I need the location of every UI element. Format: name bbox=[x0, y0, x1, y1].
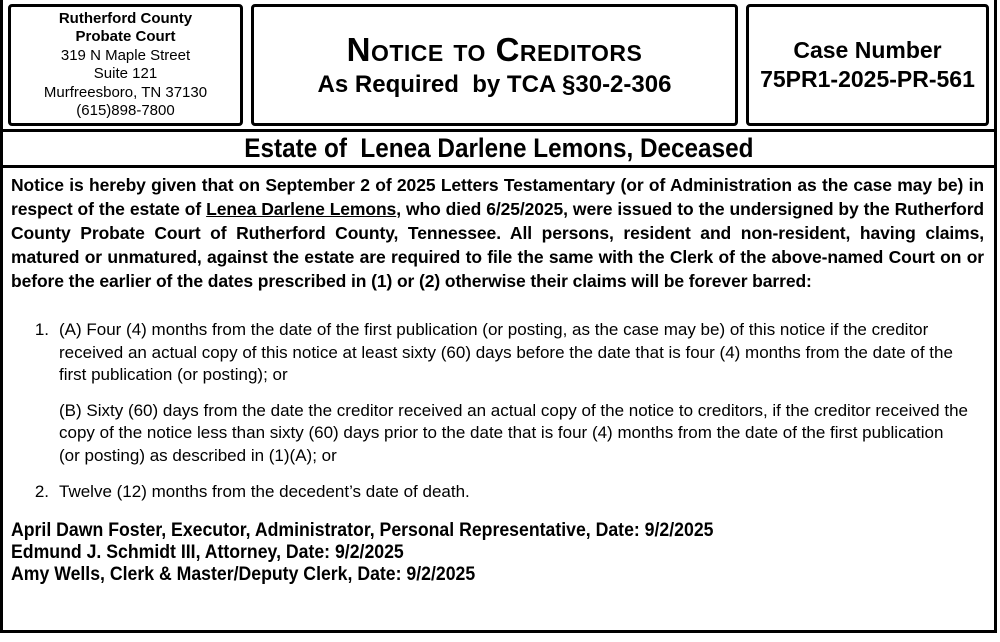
court-city-state-zip: Murfreesboro, TN 37130 bbox=[43, 83, 208, 101]
deadline-list bbox=[11, 319, 984, 504]
court-suite: Suite 121 bbox=[93, 65, 158, 82]
list-item-1a bbox=[11, 319, 984, 387]
notice-title-box bbox=[251, 4, 738, 126]
list-item-1-number: 1. bbox=[34, 320, 49, 339]
court-street: 319 N Maple Street bbox=[60, 46, 191, 64]
list-item-1b bbox=[11, 400, 984, 468]
signature-clerk: Amy Wells, Clerk & Master/Deputy Clerk, Date: 9/2/2025 bbox=[11, 563, 476, 585]
estate-title-bar bbox=[3, 129, 994, 168]
case-number-value: 75PR1-2025-PR-561 bbox=[760, 66, 975, 92]
list-item-1b-text: (B) Sixty (60) days from the date the creditor received an actual copy of the notice to creditors, if the creditor received the copy of the notice less than sixty (60) days prior to the date that is four (4) months from the date of the first publication (or posting) as described in (1)(A); or bbox=[59, 400, 968, 465]
list-item-1b-spacer bbox=[23, 400, 49, 468]
court-address-box bbox=[8, 4, 243, 126]
case-number-box bbox=[746, 4, 989, 126]
intro-text-before: Notice is hereby given that on September 2 of 2025 Letters Testamentary (or of Administration as the case may be) in respect of the estate of bbox=[11, 175, 984, 219]
case-number-label: Case Number bbox=[793, 37, 942, 63]
court-name-line1: Rutherford County bbox=[58, 9, 193, 27]
signature-block bbox=[11, 520, 984, 586]
court-phone: (615)898-7800 bbox=[76, 102, 175, 119]
decedent-name: Lenea Darlene Lemons bbox=[206, 199, 397, 219]
signature-attorney: Edmund J. Schmidt III, Attorney, Date: 9/2/2025 bbox=[11, 541, 404, 563]
list-item-2-text: Twelve (12) months from the decedent’s date of death. bbox=[59, 482, 470, 501]
estate-title: Estate of Lenea Darlene Lemons, Deceased bbox=[243, 133, 754, 163]
court-name-line2: Probate Court bbox=[75, 28, 176, 45]
intro-paragraph bbox=[11, 173, 984, 293]
notice-subtitle: As Required by TCA §30-2-306 bbox=[317, 71, 672, 98]
notice-title: Notice to Creditors bbox=[346, 31, 643, 68]
header-row bbox=[3, 0, 994, 126]
list-item-2-number: 2. bbox=[34, 482, 49, 501]
list-item-2 bbox=[11, 481, 984, 504]
intro-text-after: , who died 6/25/2025, were issued to the undersigned by the Rutherford County Probate Court of Rutherford County, Tennessee. All persons, resident and non-resident, having claims, matured or unmatured, against the estate are required to file the same with the Clerk of the above-named Court on or before the earlier of the dates prescribed in (1) or (2) otherwise their claims will be forever barred: bbox=[11, 199, 984, 291]
notice-body bbox=[3, 168, 994, 586]
list-item-1a-text: (A) Four (4) months from the date of the first publication (or posting, as the case may be) of this notice if the creditor received an actual copy of this notice at least sixty (60) days before the date that is four (4) months from the date of the first publication (or posting); or bbox=[59, 320, 953, 384]
signature-executor: April Dawn Foster, Executor, Administrator, Personal Representative, Date: 9/2/2025 bbox=[11, 519, 714, 541]
